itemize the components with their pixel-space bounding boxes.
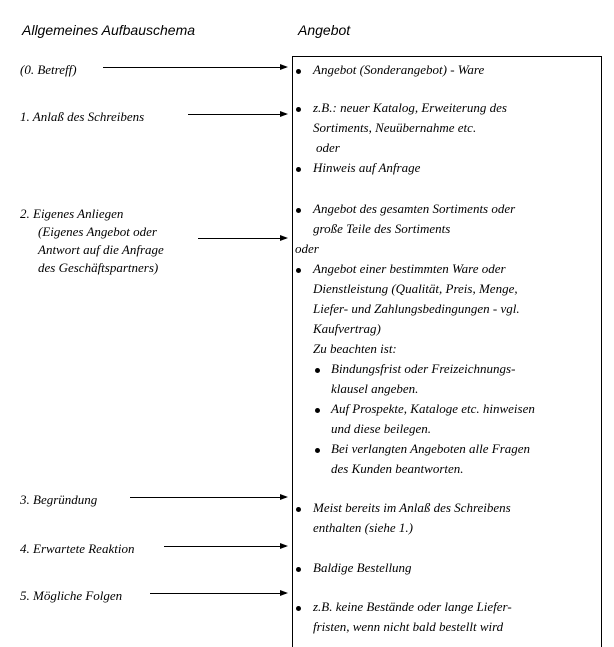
oder-text: oder bbox=[295, 241, 319, 256]
anlass-item1-line: Sortiments, Neuübernahme etc. bbox=[313, 120, 477, 135]
sub-item3-line: Bei verlangten Angeboten alle Fragen bbox=[331, 441, 531, 456]
bullet-icon bbox=[296, 268, 301, 273]
begruendung-item-line: Meist bereits im Anlaß des Schreibens bbox=[313, 500, 511, 515]
anliegen-item2-line: Kaufvertrag) bbox=[313, 321, 381, 336]
sub-item1-line: klausel angeben. bbox=[331, 381, 419, 396]
begruendung-item-line: enthalten (siehe 1.) bbox=[313, 520, 413, 535]
right-column-header: Angebot bbox=[298, 22, 351, 38]
folgen-item-line: z.B. keine Bestände oder lange Liefer- bbox=[313, 599, 512, 614]
arrow-reaktion bbox=[164, 546, 286, 547]
anliegen-item2-line: Liefer- und Zahlungsbedingungen - vgl. bbox=[313, 301, 520, 316]
label-folgen: 5. Mögliche Folgen bbox=[20, 588, 123, 603]
label-anliegen-line: 2. Eigenes Anliegen bbox=[20, 206, 124, 221]
oder-text: oder bbox=[316, 140, 340, 155]
anlass-item1-line: z.B.: neuer Katalog, Erweiterung des bbox=[313, 100, 507, 115]
folgen-item-line: fristen, wenn nicht bald bestellt wird bbox=[313, 619, 504, 634]
betreff-item: Angebot (Sonderangebot) - Ware bbox=[313, 62, 485, 77]
sub-item2-line: und diese beilegen. bbox=[331, 421, 431, 436]
sub-bullet-icon bbox=[315, 368, 320, 373]
label-betreff: (0. Betreff) bbox=[20, 62, 77, 77]
anliegen-item1-line: große Teile des Sortiments bbox=[313, 221, 451, 236]
label-anlass: 1. Anlaß des Schreibens bbox=[20, 109, 145, 124]
bullet-icon bbox=[296, 69, 301, 74]
bullet-icon bbox=[296, 606, 301, 611]
bullet-icon bbox=[296, 507, 301, 512]
arrow-betreff bbox=[103, 67, 286, 68]
anliegen-item2-line: Dienstleistung (Qualität, Preis, Menge, bbox=[313, 281, 518, 296]
anliegen-item1-line: Angebot des gesamten Sortiments oder bbox=[313, 201, 516, 216]
bullet-icon bbox=[296, 208, 301, 213]
anliegen-item2-line: Angebot einer bestimmten Ware oder bbox=[313, 261, 506, 276]
anlass-item2: Hinweis auf Anfrage bbox=[313, 160, 421, 175]
arrow-folgen bbox=[150, 593, 286, 594]
sub-bullet-icon bbox=[315, 408, 320, 413]
label-reaktion: 4. Erwartete Reaktion bbox=[20, 541, 135, 556]
zu-beachten-heading: Zu beachten ist: bbox=[313, 341, 397, 356]
label-anliegen-line: (Eigenes Angebot oder bbox=[38, 224, 157, 239]
label-begruendung: 3. Begründung bbox=[20, 492, 98, 507]
reaktion-item: Baldige Bestellung bbox=[313, 560, 412, 575]
label-anliegen-line: des Geschäftspartners) bbox=[38, 260, 159, 275]
sub-item2-line: Auf Prospekte, Kataloge etc. hinweisen bbox=[331, 401, 535, 416]
arrow-anliegen bbox=[198, 238, 286, 239]
arrow-begruendung bbox=[130, 497, 286, 498]
label-anliegen-line: Antwort auf die Anfrage bbox=[38, 242, 164, 257]
left-column-header: Allgemeines Aufbauschema bbox=[22, 22, 196, 38]
sub-item3-line: des Kunden beantworten. bbox=[331, 461, 464, 476]
arrow-anlass bbox=[188, 114, 286, 115]
bullet-icon bbox=[296, 107, 301, 112]
sub-item1-line: Bindungsfrist oder Freizeichnungs- bbox=[331, 361, 516, 376]
sub-bullet-icon bbox=[315, 448, 320, 453]
bullet-icon bbox=[296, 167, 301, 172]
bullet-icon bbox=[296, 567, 301, 572]
